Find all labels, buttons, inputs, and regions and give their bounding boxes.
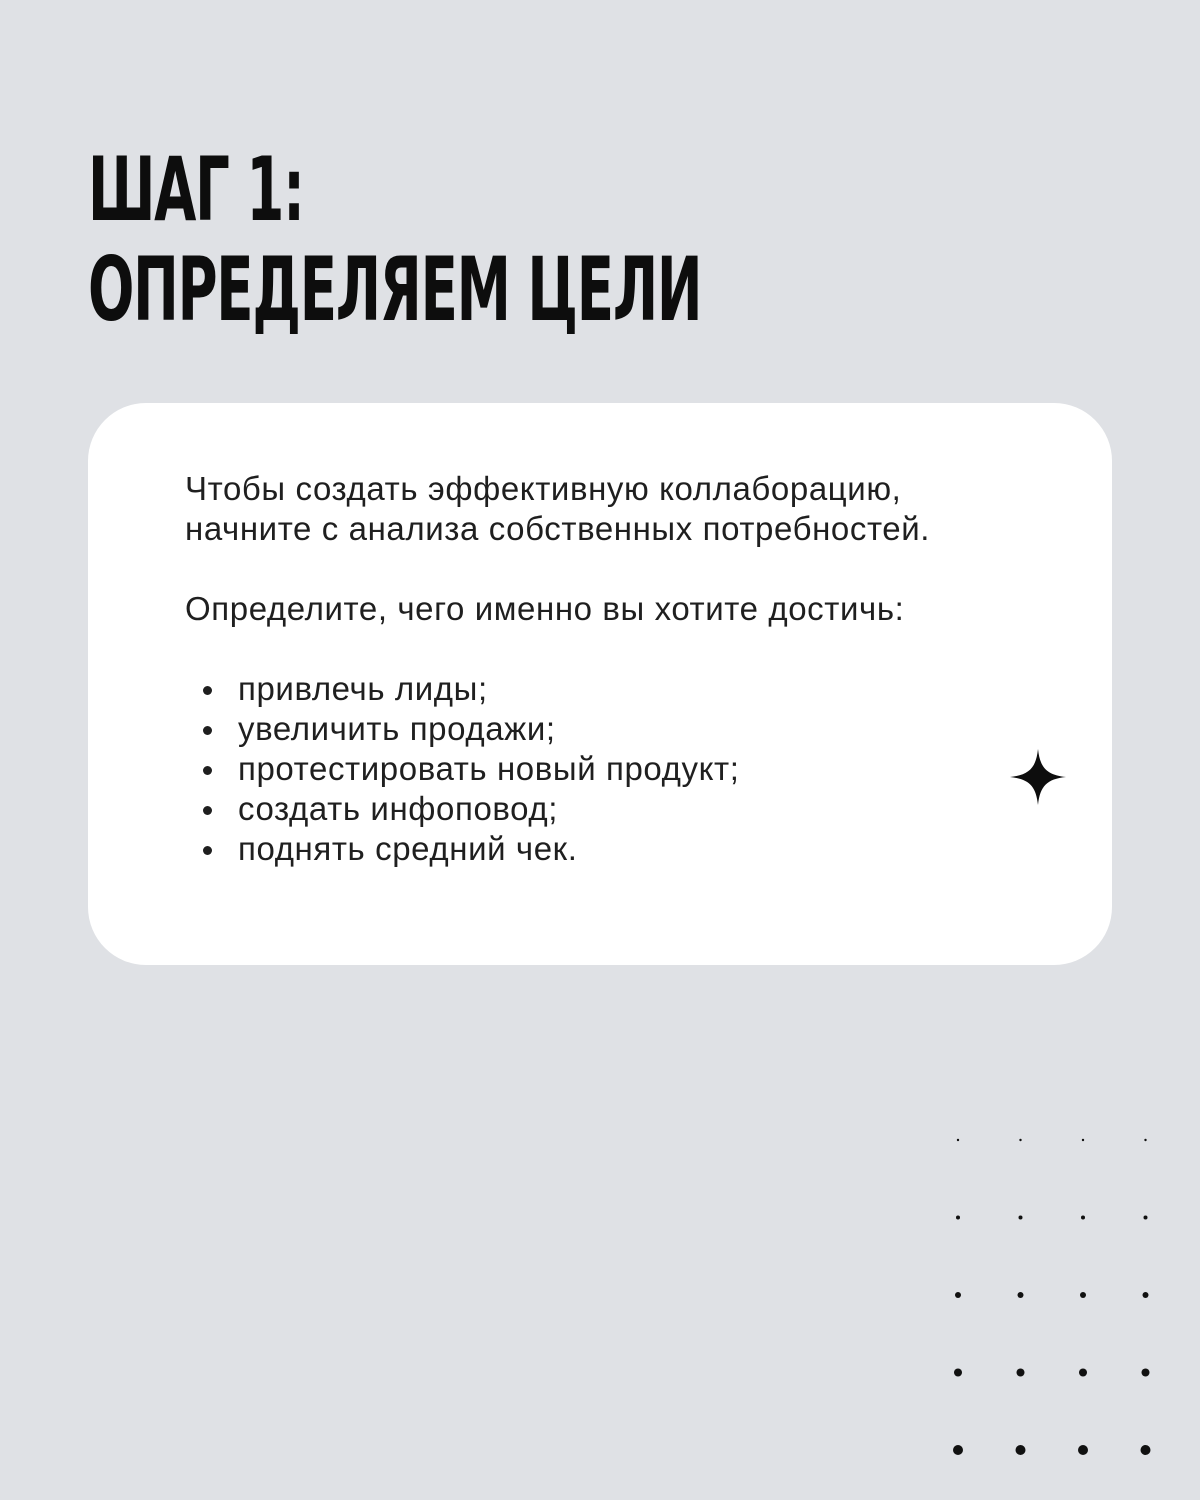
bullet-icon [203,766,212,775]
grid-dot [957,1139,959,1141]
grid-dot [1079,1369,1087,1377]
list-item [185,749,1016,789]
grid-dot [1019,1139,1021,1141]
grid-dot [954,1369,962,1377]
goals-prompt: Определите, чего именно вы хотите достичь: [185,590,905,627]
title-line-2: ОПРЕДЕЛЯЕМ ЦЕЛИ [88,238,702,341]
grid-dot [1144,1216,1148,1220]
list-item-text: создать инфоповод; [238,790,559,827]
four-point-star-icon [1010,749,1066,805]
list-item [185,709,1016,749]
goals-list [185,669,1016,869]
grid-dot [1017,1369,1025,1377]
grid-dot [1080,1292,1086,1298]
bullet-icon [203,846,212,855]
grid-dot [1018,1292,1024,1298]
grid-dot [953,1445,963,1455]
grid-dot [1144,1139,1146,1141]
title-line-1: ШАГ 1: [88,138,304,241]
page-title [88,140,701,340]
intro-text: Чтобы создать эффективную коллаборацию, начните с анализа собственных потребностей. [185,470,931,547]
grid-dot [956,1216,960,1220]
bullet-icon [203,686,212,695]
list-item [185,669,1016,709]
bullet-icon [203,806,212,815]
grid-dot [1019,1216,1023,1220]
list-item [185,789,1016,829]
list-item-text: увеличить продажи; [238,710,556,747]
list-item-text: привлечь лиды; [238,670,488,707]
grid-dot [1081,1216,1085,1220]
grid-dot [1082,1139,1084,1141]
content-card [88,403,1112,965]
grid-dot [1142,1369,1150,1377]
list-item-text: поднять средний чек. [238,830,578,867]
grid-dot [1078,1445,1088,1455]
grid-dot [955,1292,961,1298]
bullet-icon [203,726,212,735]
list-item [185,829,1016,869]
grid-dot [1016,1445,1026,1455]
dot-grid-icon [940,1118,1170,1468]
grid-dot [1143,1292,1149,1298]
list-item-text: протестировать новый продукт; [238,750,740,787]
grid-dot [1141,1445,1151,1455]
